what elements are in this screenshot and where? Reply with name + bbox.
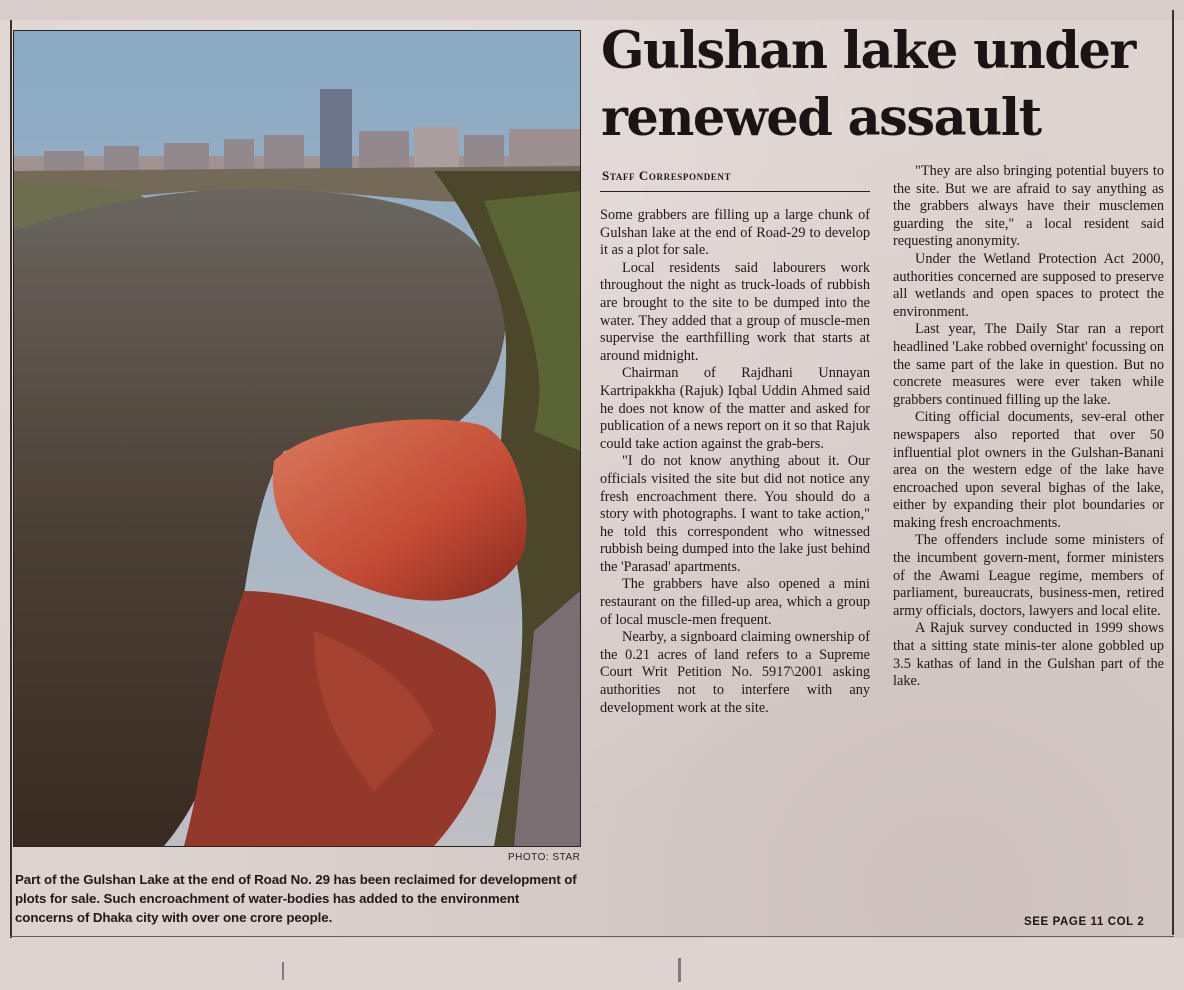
left-column-rule <box>10 20 12 938</box>
lake-photo <box>13 30 581 847</box>
page-bottom-margin <box>0 938 1184 990</box>
paragraph: Local residents said labourers work throughout the night as truck-loads of rubbish are brought to the site to be dumped into the water. They added that a group of muscle-men supervise the earthfilling work that starts at around midnight. <box>600 259 870 364</box>
paragraph: Under the Wetland Protection Act 2000, authorities concerned are supposed to preserve all wetlands and open spaces to protect the environment. <box>893 250 1164 320</box>
continued-on-page: SEE PAGE 11 COL 2 <box>1024 916 1145 928</box>
photo-caption: Part of the Gulshan Lake at the end of Road No. 29 has been reclaimed for development of plots for sale. Such encroachment of water-bodies has added to the environment concerns of Dhaka city with over one crore people. <box>15 872 577 925</box>
byline-rule <box>600 191 870 192</box>
right-column-rule <box>1172 10 1174 935</box>
article-column-1 <box>600 207 870 717</box>
paragraph: "I do not know anything about it. Our officials visited the site but did not notice any fresh encroachment there. You should do a story with photographs. I want to take action," he told this correspondent who witnessed rubbish being dumped into the lake just behind the 'Parasad' apartments. <box>600 453 870 575</box>
headline: Gulshan lake under renewed assault <box>601 21 1135 148</box>
page-top-edge <box>0 0 1184 20</box>
article-column-2 <box>893 163 1164 691</box>
paragraph: Nearby, a signboard claiming ownership of the 0.21 acres of land refers to a Supreme Court Writ Petition No. 5917\2001 asking authorities not to interfere with any development work at the site. <box>600 629 870 716</box>
paragraph: Citing official documents, sev-eral other newspapers also reported that over 50 influential plot owners in the Gulshan-Banani area on the western edge of the lake have encroached upon several bighas of the lake, either by expanding their plot boundaries or making fresh encroachments. <box>893 409 1164 531</box>
paragraph: Chairman of Rajdhani Unnayan Kartripakkha (Rajuk) Iqbal Uddin Ahmed said he does not know of the matter and asked for publication of a news report on it so that Rajuk could take action against the grab-bers. <box>600 365 870 452</box>
ink-smudge <box>282 962 284 980</box>
photo-credit: PHOTO: STAR <box>508 852 581 863</box>
bottom-rule <box>10 936 1174 937</box>
paragraph: "They are also bringing potential buyers to the site. But we are afraid to say anything as the grabbers always have their musclemen guarding the site," a local resident said requesting anonymity. <box>893 163 1164 250</box>
paragraph: A Rajuk survey conducted in 1999 shows that a sitting state minis-ter alone gobbled up 3.5 kathas of land in the Gulshan part of the lake. <box>893 620 1164 690</box>
paragraph: Last year, The Daily Star ran a report headlined 'Lake robbed overnight' focussing on the same part of the lake in question. But no concrete measures were ever taken while grabbers continued filling up the lake. <box>893 321 1164 408</box>
paragraph: The grabbers have also opened a mini restaurant on the filled-up area, which a group of local muscle-men frequent. <box>600 576 870 628</box>
paragraph: The offenders include some ministers of the incumbent govern-ment, former ministers of the Awami League regime, members of parliament, bureaucrats, business-men, retired army officials, doctors, lawyers and local elite. <box>893 532 1164 619</box>
ink-smudge <box>678 958 681 982</box>
byline: Staff Correspondent <box>602 168 732 183</box>
paragraph: Some grabbers are filling up a large chunk of Gulshan lake at the end of Road-29 to develop it as a plot for sale. <box>600 207 870 259</box>
